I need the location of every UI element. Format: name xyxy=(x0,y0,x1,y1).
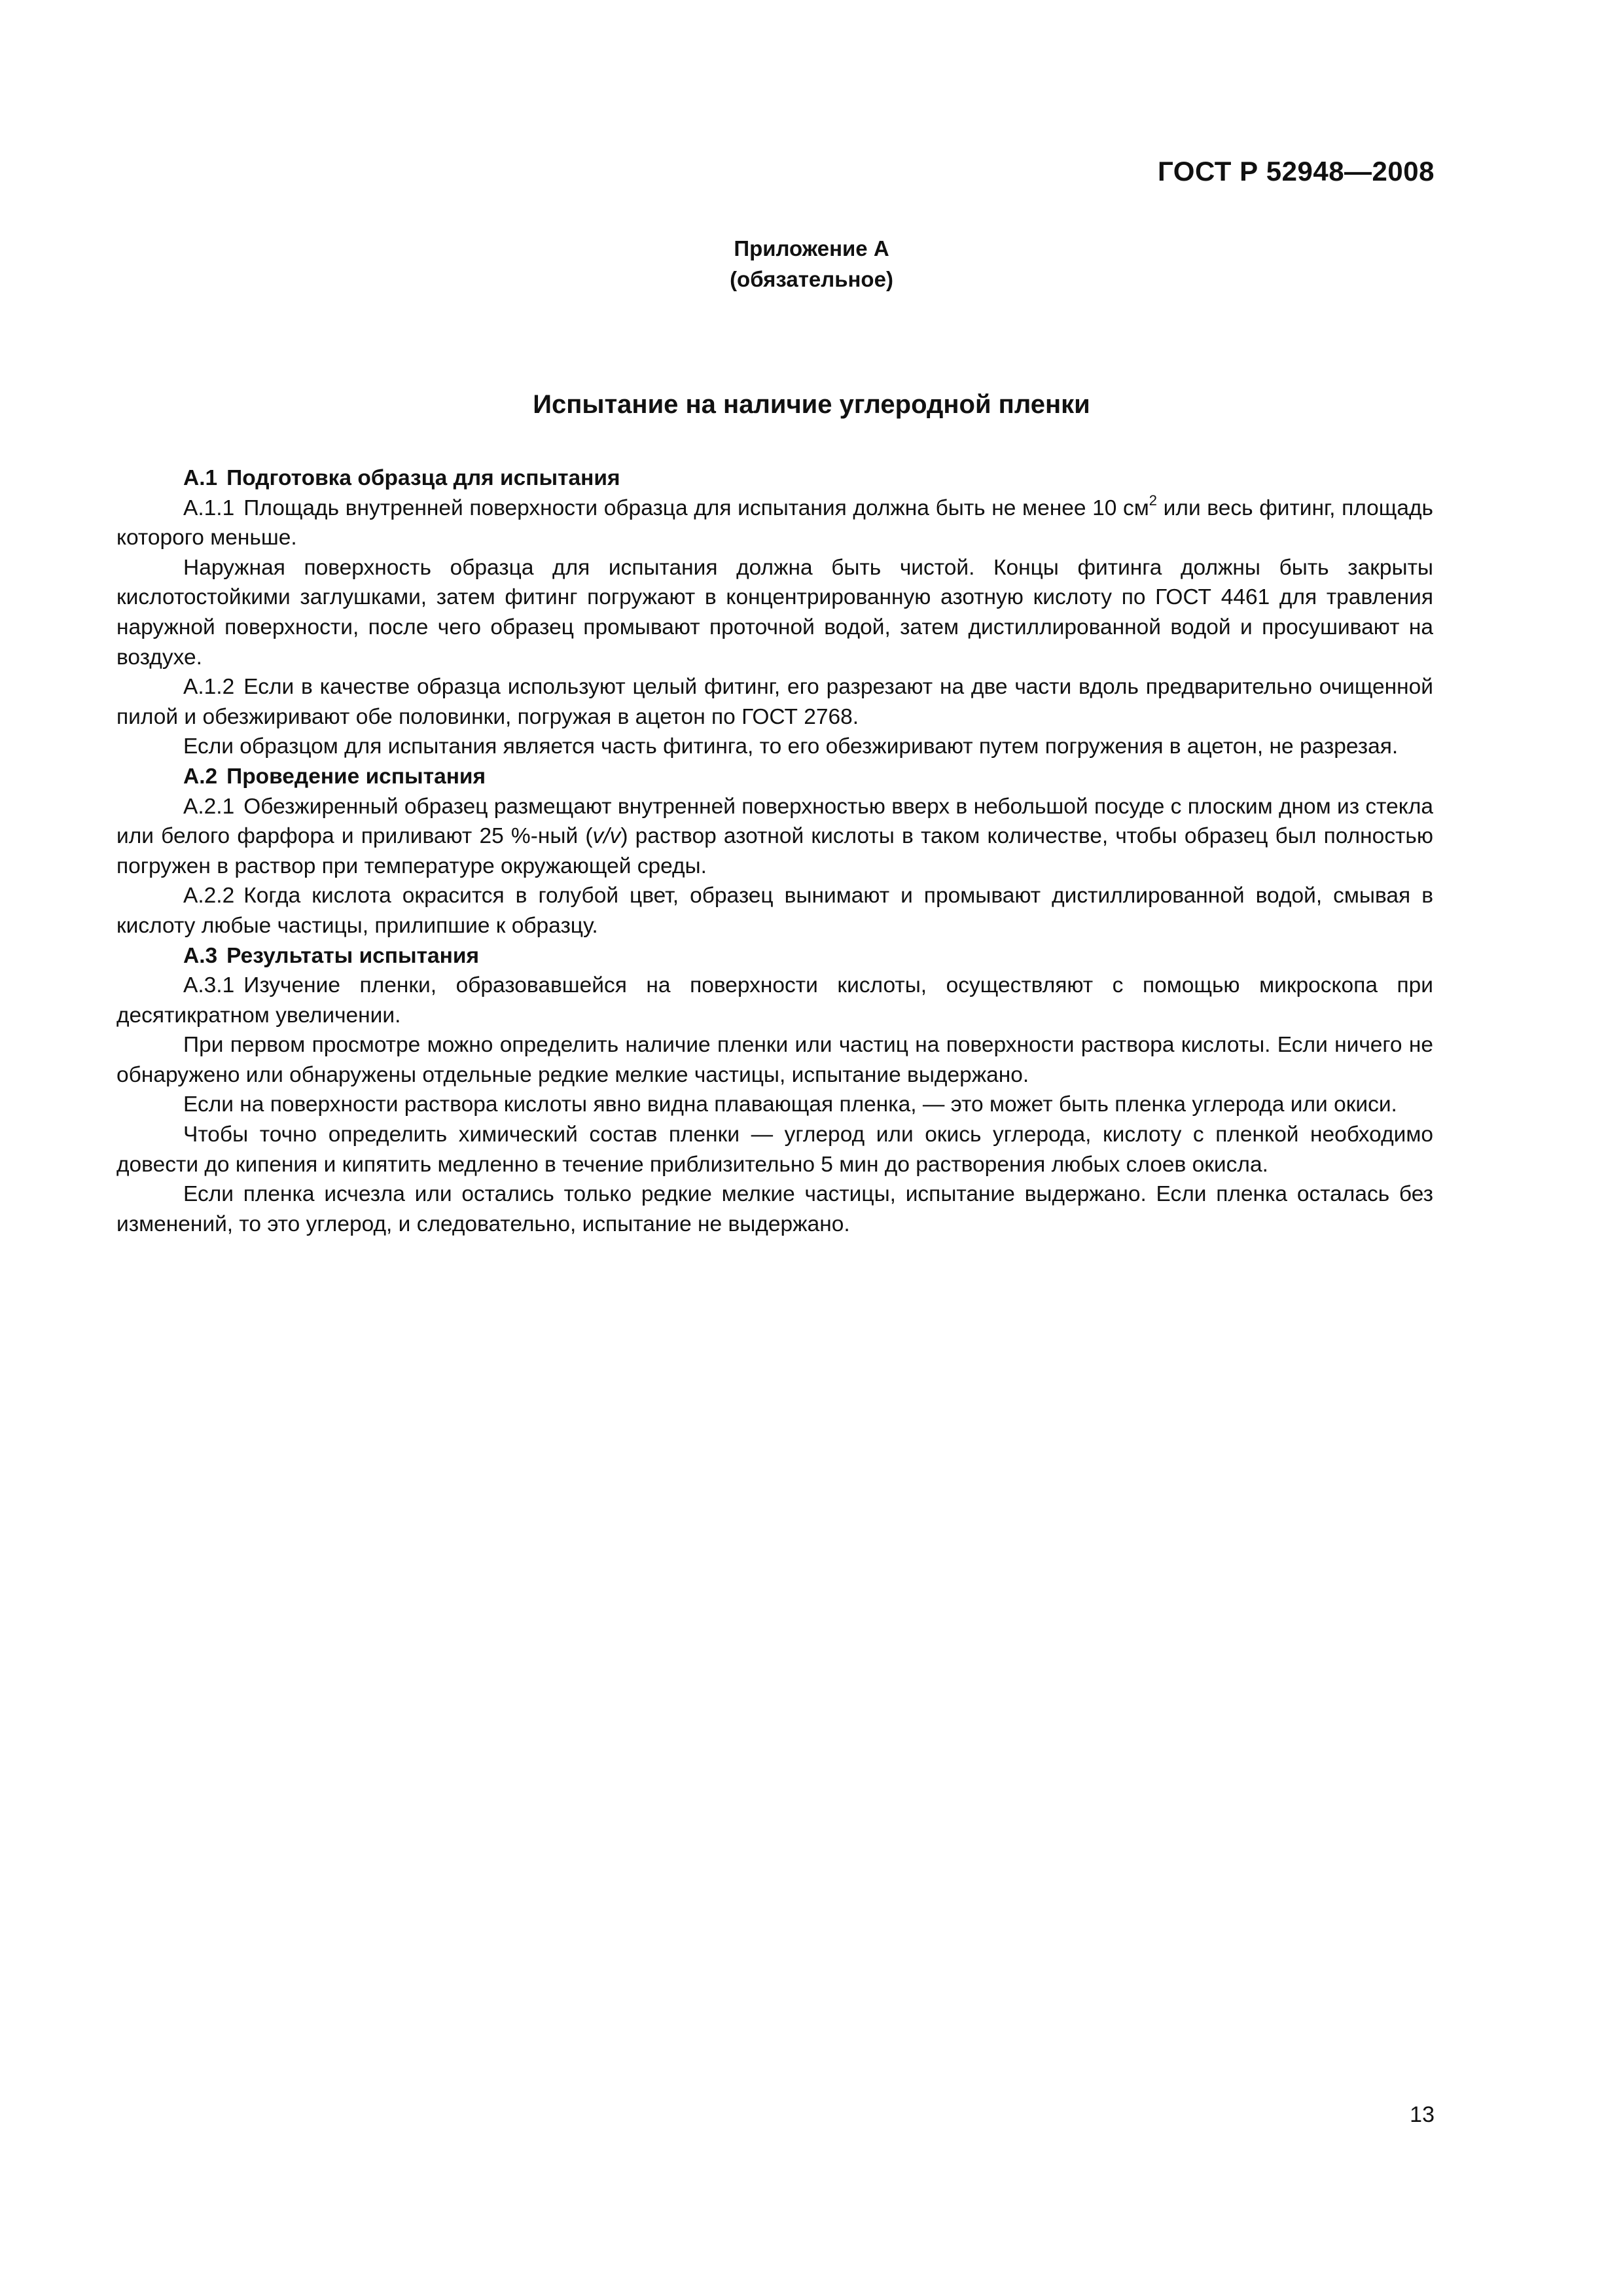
paragraph-text: Площадь внутренней поверхности образца для испытания должна быть не менее 10 см xyxy=(243,495,1149,520)
paragraph-a2-2 xyxy=(116,881,1433,941)
document-title: Испытание на наличие углеродной пленки xyxy=(533,390,1090,419)
paragraph-text: Изучение пленки, образовавшейся на поверхности кислоты, осуществляют с помощью микроскопа при десятикратном увеличении. xyxy=(116,973,1433,1028)
page-number: 13 xyxy=(1410,2102,1435,2127)
section-title: Результаты испытания xyxy=(226,943,480,968)
paragraph-a3-2: При первом просмотре можно определить наличие пленки или частиц на поверхности раствора кислоты. Если ничего не обнаружено или обнаружены отдельные редкие мелкие частицы, испытание выдержано. xyxy=(116,1033,1433,1087)
paragraph-a3-5: Если пленка исчезла или остались только редкие мелкие частицы, испытание выдержано. Если пленка осталась без изменений, то это углерод, и следовательно, испытание не выдержано. xyxy=(116,1182,1433,1236)
section-title: Проведение испытания xyxy=(226,764,486,789)
paragraph-text: Если в качестве образца используют целый фитинг, его разрезают на две части вдоль предварительно очищенной пилой и обезжиривают обе половинки, погружая в ацетон по ГОСТ 2768. xyxy=(116,675,1433,729)
clause-number: А.3.1 xyxy=(183,973,235,998)
clause-number: А.1.2 xyxy=(183,675,235,700)
document-body xyxy=(116,463,1433,1239)
paragraph-text: Обезжиренный образец размещают внутренней поверхностью вверх в небольшой посуде с плоским дном из стекла или белого фарфора и приливают 25 %-ный ( xyxy=(116,794,1433,849)
section-heading-a2 xyxy=(116,762,1433,792)
paragraph-a1-1-cont: Наружная поверхность образца для испытания должна быть чистой. Концы фитинга должны быть закрыты кислотостойкими заглушками, затем фитинг погружают в концентрированную азотную кислоту по ГОСТ 4461 для травления наружной поверхности, после чего образец промывают проточной водой, затем дистиллированной водой и просушивают на воздухе. xyxy=(116,555,1433,670)
section-heading-a3 xyxy=(116,941,1433,971)
italic-text: v/v xyxy=(592,824,621,849)
section-heading-a1 xyxy=(116,463,1433,493)
section-title: Подготовка образца для испытания xyxy=(226,466,620,490)
paragraph-a1-1 xyxy=(116,493,1433,553)
clause-number: А.1.1 xyxy=(183,495,235,520)
paragraph-a1-2 xyxy=(116,672,1433,732)
appendix-heading xyxy=(0,233,1623,295)
appendix-status: (обязательное) xyxy=(730,267,893,291)
clause-number: А.2.1 xyxy=(183,794,235,819)
paragraph-a1-2-cont: Если образцом для испытания является часть фитинга, то его обезжиривают путем погружения в ацетон, не разрезая. xyxy=(183,734,1399,759)
paragraph-text: Когда кислота окрасится в голубой цвет, образец вынимают и промывают дистиллированной водой, смывая в кислоту любые частицы, прилипшие к образцу. xyxy=(116,884,1433,938)
paragraph-text-tail: ) раствор азотной кислоты в таком количестве, чтобы образец был полностью погружен в раствор при температуре окружающей среды. xyxy=(116,824,1433,878)
paragraph-text-tail: или весь фитинг, площадь которого меньше. xyxy=(116,495,1433,550)
paragraph-a3-4: Чтобы точно определить химический состав пленки — углерод или окись углерода, кислоту с пленкой необходимо довести до кипения и кипятить медленно в течение приблизительно 5 мин до растворения любых слоев окисла. xyxy=(116,1122,1433,1177)
document-code: ГОСТ Р 52948—2008 xyxy=(1158,156,1435,187)
section-number: А.1 xyxy=(183,466,218,490)
section-number: А.2 xyxy=(183,764,218,789)
section-number: А.3 xyxy=(183,943,218,968)
paragraph-a2-1 xyxy=(116,792,1433,882)
paragraph-a3-3: Если на поверхности раствора кислоты явно видна плавающая пленка, — это может быть пленка углерода или окиси. xyxy=(183,1092,1397,1117)
paragraph-a3-1 xyxy=(116,971,1433,1030)
clause-number: А.2.2 xyxy=(183,884,235,908)
superscript: 2 xyxy=(1149,492,1158,509)
appendix-label: Приложение А xyxy=(734,236,889,260)
